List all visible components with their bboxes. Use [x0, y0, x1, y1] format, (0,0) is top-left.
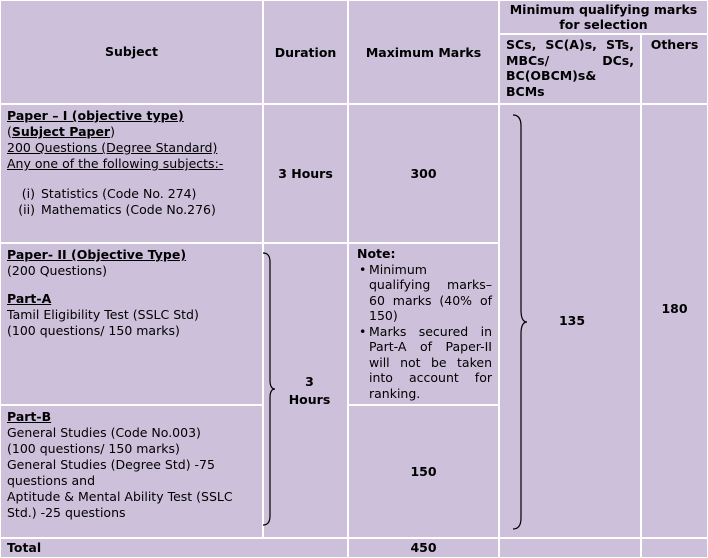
total-marks — [349, 539, 498, 557]
paper2-duration — [264, 244, 347, 537]
note-item: • Marks secured in Part-A of Paper-II will not be taken into account for ranking. — [369, 324, 492, 402]
qualifying-brace-icon — [512, 114, 528, 530]
part-a-line2: (100 questions/ 150 marks) — [7, 323, 180, 338]
paper1-subject — [1, 105, 262, 242]
paper2-duration-num: 3 — [305, 373, 314, 389]
duration-brace-icon — [262, 252, 276, 526]
total-marks-text: 450 — [410, 540, 437, 555]
header-max-marks — [349, 1, 498, 103]
header-sc-group — [500, 35, 640, 103]
part-b-line3: General Studies (Degree Std) -75 questions and — [7, 457, 215, 488]
part-a-line1: Tamil Eligibility Test (SSLC Std) — [7, 307, 199, 322]
header-subject — [1, 1, 262, 103]
paper2-marks — [349, 406, 498, 537]
part-a-title: Part-A — [7, 291, 52, 306]
header-min-qualifying-text: Minimum qualifying marks for selection — [509, 2, 698, 32]
header-max-marks-text: Maximum Marks — [365, 45, 482, 60]
part-b-line1: General Studies (Code No.003) — [7, 425, 201, 440]
paper1-marks-text: 300 — [410, 165, 437, 181]
paper1-subtitle: Subject Paper — [11, 124, 111, 139]
header-sc-group-text: SCs, SC(A)s, STs, MBCs/ DCs, BC(OBCM)s& BCMs — [506, 37, 634, 99]
paper1-choose: Any one of the following subjects:- — [7, 156, 224, 171]
qualifying-others-text: 180 — [661, 301, 688, 316]
paper2-questions: (200 Questions) — [7, 263, 108, 278]
total-label — [1, 539, 347, 557]
part-b-title: Part-B — [7, 409, 52, 424]
paper2-part-b — [1, 406, 262, 537]
total-blank-sc — [500, 539, 640, 557]
paper2-duration-unit: Hours — [288, 391, 331, 407]
header-duration — [264, 1, 347, 103]
list-item — [7, 202, 256, 218]
paper1-subtitle-open: ( — [7, 124, 12, 139]
paper2-note — [349, 244, 498, 404]
paper1-marks — [349, 105, 498, 242]
part-b-line4: Aptitude & Mental Ability Test (SSLC Std.) -25 questions — [7, 489, 233, 520]
list-item — [7, 186, 256, 202]
paper1-title: Paper – I (objective type) — [7, 108, 184, 123]
part-b-line2: (100 questions/ 150 marks) — [7, 441, 180, 456]
paper1-subject-list — [7, 186, 256, 218]
paper2-title: Paper- II (Objective Type) — [7, 247, 187, 262]
header-subject-text: Subject — [105, 44, 158, 59]
paper2-marks-text: 150 — [410, 463, 437, 479]
total-label-text: Total — [7, 540, 42, 555]
note-list — [357, 262, 492, 402]
paper1-duration — [264, 105, 347, 242]
paper1-subtitle-line — [7, 124, 256, 140]
note-title: Note: — [357, 246, 396, 261]
header-min-qualifying — [500, 1, 707, 33]
header-others-text: Others — [650, 37, 699, 52]
list-item-num: (ii) — [18, 202, 35, 217]
paper2-part-a — [1, 244, 262, 404]
list-item-name: Mathematics (Code No.276) — [41, 202, 216, 217]
header-others — [642, 35, 707, 103]
paper1-duration-text: 3 Hours — [278, 165, 333, 181]
total-blank-others — [642, 539, 707, 557]
qualifying-others — [642, 105, 707, 537]
list-item-num: (i) — [21, 186, 35, 201]
header-duration-text: Duration — [274, 45, 337, 60]
paper1-subtitle-close: ) — [110, 124, 115, 139]
note-item: • Minimum qualifying marks– 60 marks (40% of 150) — [369, 262, 492, 324]
paper1-questions: 200 Questions (Degree Standard) — [7, 140, 218, 155]
list-item-name: Statistics (Code No. 274) — [41, 186, 197, 201]
qualifying-sc-group-text: 135 — [558, 313, 586, 328]
